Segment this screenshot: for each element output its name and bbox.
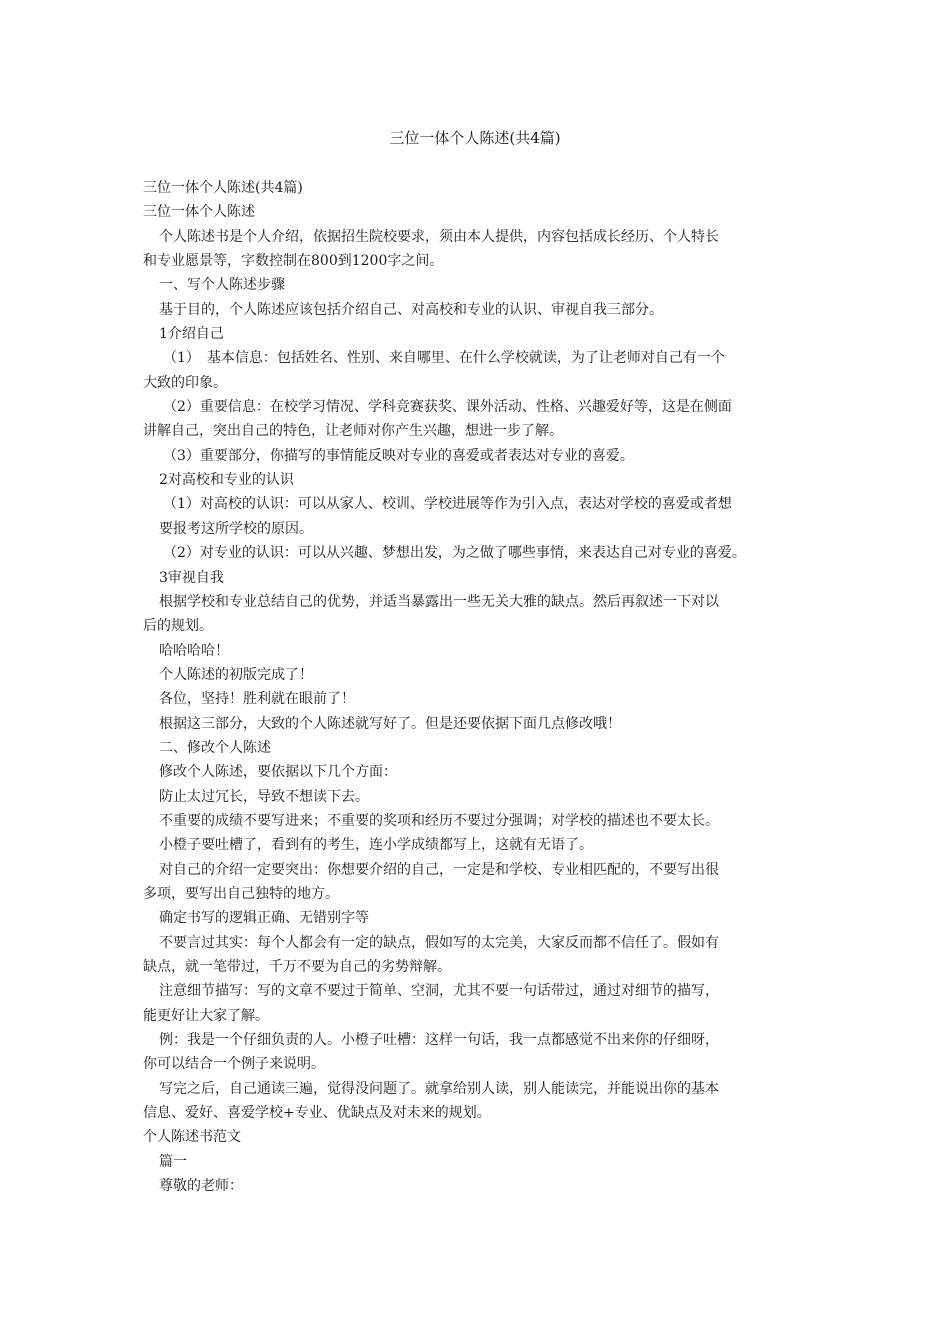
paragraph-line: （3）重要部分，你描写的事情能反映对专业的喜爱或者表达对专业的喜爱。 bbox=[163, 447, 634, 464]
subsection-heading: 3审视自我 bbox=[159, 569, 224, 586]
paragraph-line: 对自己的介绍一定要突出：你想要介绍的自己，一定是和学校、专业相匹配的，不要写出很 bbox=[159, 861, 719, 878]
paragraph-line: 小橙子要吐槽了，看到有的考生，连小学成绩都写上，这就有无语了。 bbox=[159, 837, 593, 854]
document-title: 三位一体个人陈述(共4篇) bbox=[389, 129, 561, 147]
heading-line: 三位一体个人陈述(共4篇) bbox=[143, 180, 303, 196]
paragraph-line: 各位，坚持！胜利就在眼前了！ bbox=[159, 691, 355, 708]
section-heading: 一、写个人陈述步骤 bbox=[159, 277, 285, 294]
paragraph-line: 个人陈述的初版完成了！ bbox=[159, 666, 313, 683]
paragraph-line: （2）对专业的认识：可以从兴趣、梦想出发，为之做了哪些事情，来表达自己对专业的喜爱。 bbox=[163, 545, 746, 562]
paragraph-line: （1）对高校的认识：可以从家人、校训、学校进展等作为引入点，表达对学校的喜爱或者想 bbox=[163, 496, 732, 513]
paragraph-line: 修改个人陈述，要依据以下几个方面： bbox=[159, 764, 397, 781]
paragraph-line: 尊敬的老师： bbox=[159, 1178, 243, 1195]
heading-line: 个人陈述书范文 bbox=[143, 1129, 241, 1146]
subsection-heading: 1介绍自己 bbox=[159, 326, 224, 343]
paragraph-line: 例：我是一个仔细负责的人。小橙子吐槽：这样一句话，我一点都感觉不出来你的仔细呀， bbox=[159, 1032, 719, 1049]
paragraph-line: 注意细节描写：写的文章不要过于简单、空洞，尤其不要一句话带过，通过对细节的描写， bbox=[159, 983, 719, 1000]
paragraph-line: 根据学校和专业总结自己的优势，并适当暴露出一些无关大雅的缺点。然后再叙述一下对以 bbox=[159, 593, 719, 610]
paragraph-line: 缺点，就一笔带过，千万不要为自己的劣势辩解。 bbox=[143, 959, 451, 975]
paragraph-line: 多项，要写出自己独特的地方。 bbox=[143, 885, 339, 902]
paragraph-line: 防止太过冗长，导致不想读下去。 bbox=[159, 788, 369, 805]
paragraph-line: 要报考这所学校的原因。 bbox=[159, 520, 313, 537]
paragraph-line: 篇一 bbox=[159, 1153, 187, 1170]
paragraph-line: 个人陈述书是个人介绍，依据招生院校要求，须由本人提供，内容包括成长经历、个人特长 bbox=[159, 228, 719, 245]
heading-line: 三位一体个人陈述 bbox=[143, 204, 255, 221]
paragraph-line: 信息、爱好、喜爱学校+专业、优缺点及对未来的规划。 bbox=[143, 1105, 491, 1122]
document-body bbox=[143, 176, 823, 1198]
paragraph-line: 讲解自己，突出自己的特色，让老师对你产生兴趣，想进一步了解。 bbox=[143, 423, 563, 440]
paragraph-line: 后的规划。 bbox=[143, 618, 213, 635]
paragraph-line: 和专业愿景等，字数控制在800到1200字之间。 bbox=[143, 253, 444, 270]
paragraph-line: 写完之后，自己通读三遍，觉得没问题了。就拿给别人读，别人能读完，并能说出你的基本 bbox=[159, 1080, 719, 1097]
paragraph-line: 基于目的，个人陈述应该包括介绍自己、对高校和专业的认识、审视自我三部分。 bbox=[159, 301, 663, 318]
paragraph-line: 能更好让大家了解。 bbox=[143, 1007, 269, 1024]
paragraph-line: 你可以结合一个例子来说明。 bbox=[143, 1056, 325, 1073]
paragraph-line: 大致的印象。 bbox=[143, 374, 227, 391]
subsection-heading: 2对高校和专业的认识 bbox=[159, 472, 294, 489]
paragraph-line: （2）重要信息：在校学习情况、学科竞赛获奖、课外活动、性格、兴趣爱好等，这是在侧面 bbox=[163, 399, 732, 416]
section-heading: 二、修改个人陈述 bbox=[159, 739, 271, 756]
paragraph-line: （1） 基本信息：包括姓名、性别、来自哪里、在什么学校就读，为了让老师对自己有一个 bbox=[163, 350, 725, 367]
paragraph-line: 确定书写的逻辑正确、无错别字等 bbox=[159, 910, 369, 927]
paragraph-line: 根据这三部分，大致的个人陈述就写好了。但是还要依据下面几点修改哦！ bbox=[159, 715, 621, 732]
paragraph-line: 哈哈哈哈！ bbox=[159, 642, 229, 659]
paragraph-line: 不重要的成绩不要写进来；不重要的奖项和经历不要过分强调；对学校的描述也不要太长。 bbox=[159, 812, 719, 829]
paragraph-line: 不要言过其实：每个人都会有一定的缺点，假如写的太完美，大家反而都不信任了。假如有 bbox=[159, 934, 719, 951]
